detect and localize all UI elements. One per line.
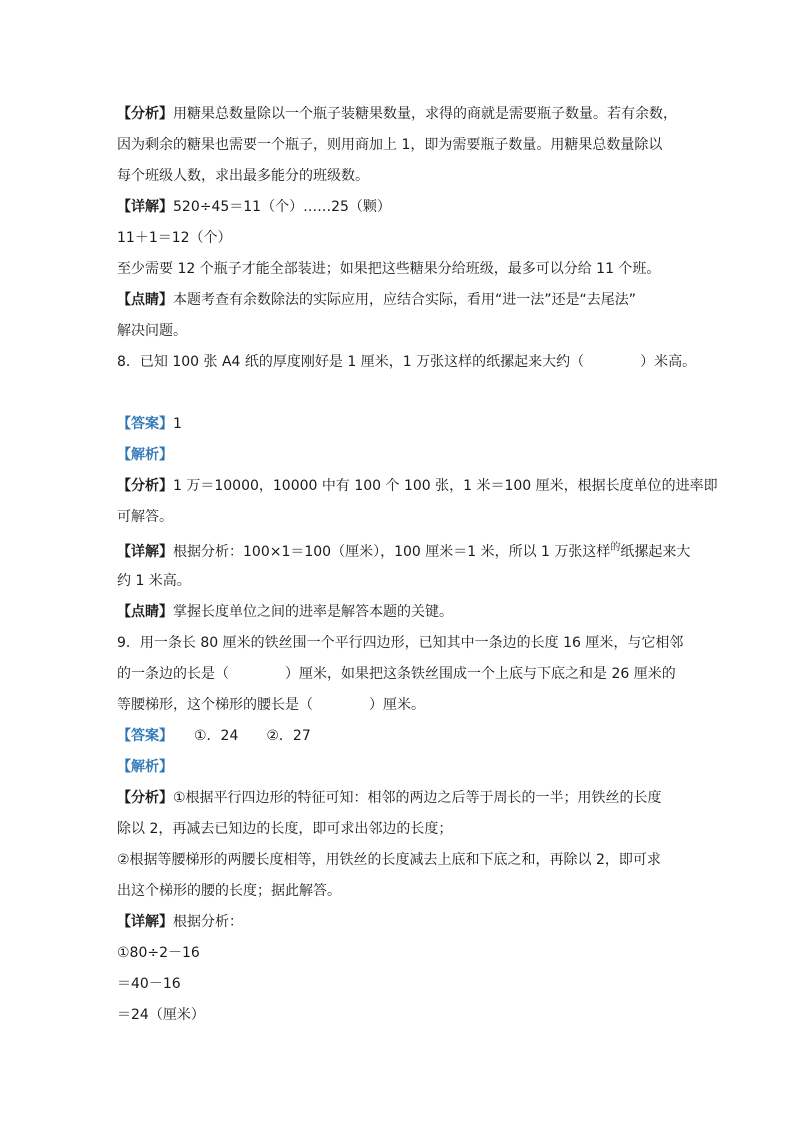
comment-line [117,290,636,310]
superscript-char: 的 [610,542,621,553]
line-text: 因为剩余的糖果也需要一个瓶子，则用商加上 1，即为需要瓶子数量。用糖果总数量除以 [117,137,663,153]
detail-tag: 【详解】 [117,914,173,930]
equation-line [117,1005,205,1025]
line-text: 纸摞起来大 [620,544,691,560]
text-line [117,228,232,248]
line-text: ＝40－16 [117,976,181,992]
line-text: 的一条边的长是（ ）厘米，如果把这条铁丝围成一个上底与下底之和是 26 厘米的 [117,666,676,682]
text-line [117,507,173,527]
analysis-tag: 【分析】 [117,790,173,806]
text-line [117,166,369,186]
answer-tag: 【答案】 [117,728,166,744]
line-text: 除以 2，再减去已知边的长度，即可求出邻边的长度； [117,821,453,837]
comment-tag: 【点睛】 [117,292,173,308]
text-line [117,135,662,155]
line-text: 可解答。 [117,509,173,525]
text-line [117,321,187,341]
explanation-tag: 【解析】 [117,447,173,463]
analysis-line [117,476,718,496]
line-text: ②根据等腰梯形的两腰长度相等，用铁丝的长度减去上底和下底之和，再除以 2，即可求 [117,852,661,868]
analysis-tag: 【分析】 [117,106,173,122]
line-text: 约 1 米高。 [117,573,191,589]
line-text: ①根据平行四边形的特征可知：相邻的两边之后等于周长的一半；用铁丝的长度 [173,790,662,806]
detail-tag: 【详解】 [117,199,173,215]
answer-tag: 【答案】 [117,416,173,432]
line-text: 9．用一条长 80 厘米的铁丝围一个平行四边形，已知其中一条边的长度 16 厘米，与它相邻 [117,635,684,651]
comment-line [117,602,453,622]
text-line [117,850,661,870]
text-line [117,664,676,684]
line-text: ①80÷2－16 [117,945,200,961]
line-text: 用糖果总数量除以一个瓶子装糖果数量，求得的商就是需要瓶子数量。若有余数， [173,106,677,122]
detail-line [117,912,243,932]
explanation-line [117,757,173,777]
question-8 [117,352,696,372]
line-text: 本题考查有余数除法的实际应用，应结合实际，看用“进一法”还是“去尾法” [173,292,637,308]
text-line [117,695,425,715]
explanation-tag: 【解析】 [117,759,173,775]
analysis-line [117,788,662,808]
line-text: 8．已知 100 张 A4 纸的厚度刚好是 1 厘米，1 万张这样的纸摞起来大约（ ）米高。 [117,354,697,370]
detail-line [117,197,391,217]
analysis-line [117,104,677,124]
line-text: 等腰梯形，这个梯形的腰长是（ ）厘米。 [117,697,425,713]
equation-line [117,943,200,963]
line-text: 11＋1＝12（个） [117,230,232,246]
line-text: ＝24（厘米） [117,1007,205,1023]
text-line [117,819,452,839]
comment-tag: 【点睛】 [117,604,173,620]
line-text: 1 万＝10000，10000 中有 100 个 100 张，1 米＝100 厘米，根据长度单位的进率即 [173,478,718,494]
line-text: 出这个梯形的腰的长度；据此解答。 [117,883,341,899]
explanation-line [117,445,173,465]
line-text: 至少需要 12 个瓶子才能全部装进；如果把这些糖果分给班级，最多可以分给 11 个班。 [117,261,661,277]
analysis-tag: 【分析】 [117,478,173,494]
line-text: 掌握长度单位之间的进率是解答本题的关键。 [173,604,453,620]
line-text: 每个班级人数，求出最多能分的班级数。 [117,168,369,184]
detail-line [117,542,690,564]
equation-line [117,974,181,994]
line-text: 解决问题。 [117,323,187,339]
answer-line [117,726,311,746]
text-line [117,881,341,901]
line-text: 根据分析： [173,914,243,930]
line-text: 1 [173,416,182,432]
line-text: 520÷45＝11（个）……25（颗） [173,199,391,215]
question-9 [117,633,683,653]
text-line [117,259,660,279]
detail-tag: 【详解】 [117,544,173,560]
text-line [117,571,191,591]
line-text: 根据分析：100×1＝100（厘米），100 厘米＝1 米，所以 1 万张这样 [173,544,611,560]
answer-line [117,414,182,434]
line-text: ①．24 ②．27 [166,728,311,744]
